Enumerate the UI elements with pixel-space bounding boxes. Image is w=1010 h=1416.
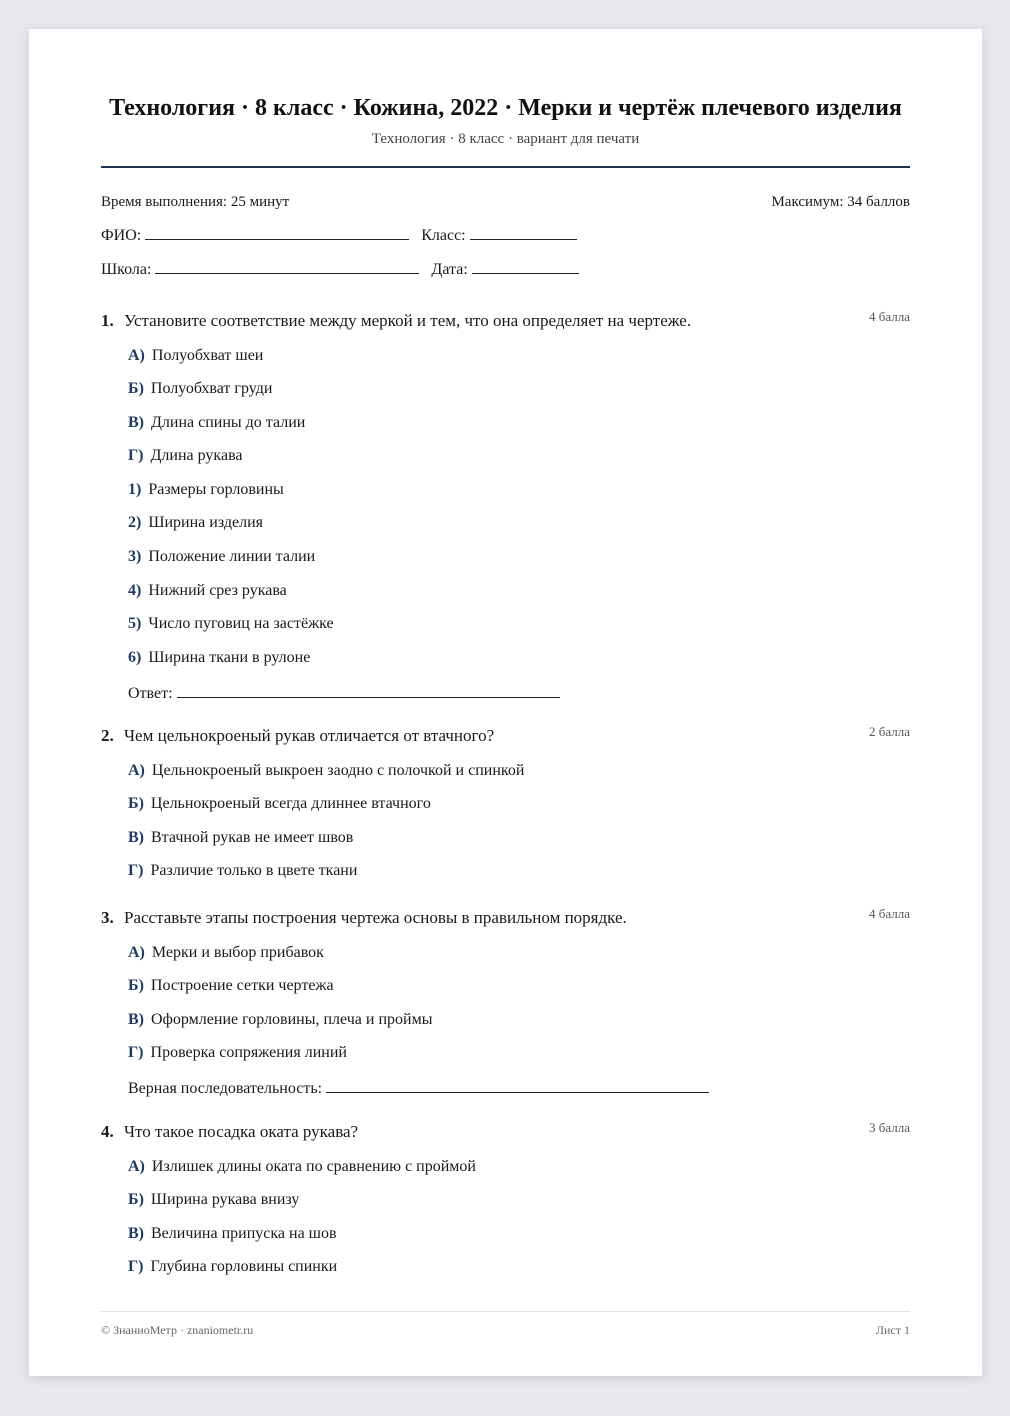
answer-option[interactable] xyxy=(128,548,315,566)
option-label: А) xyxy=(128,944,145,961)
answer-option[interactable] xyxy=(128,481,284,499)
question-points: 2 балла xyxy=(869,724,910,739)
option-text: Полуобхват шеи xyxy=(151,347,264,364)
question-header xyxy=(101,1122,910,1146)
option-text: Положение линии талии xyxy=(148,548,316,565)
question-header xyxy=(101,726,910,750)
footer-copyright: © ЗнаниоМетр · znaniometr.ru xyxy=(101,1323,254,1337)
option-label: Б) xyxy=(128,380,144,397)
option-text: Длина спины до талии xyxy=(151,414,306,431)
option-text: Цельнокроеный всегда длиннее втачного xyxy=(150,795,431,812)
page-title: Технология · 8 класс · Кожина, 2022 · Мерки и чертёж плечевого изделия xyxy=(109,95,902,121)
sequence-answer-row xyxy=(128,1078,709,1098)
answer-option[interactable] xyxy=(128,582,287,600)
answer-option[interactable] xyxy=(128,414,305,432)
option-label: Г) xyxy=(128,447,144,464)
option-label: В) xyxy=(128,829,144,846)
question-text: Расставьте этапы построения чертежа основы в правильном порядке. xyxy=(124,908,627,927)
class-field[interactable] xyxy=(470,225,577,240)
answer-option[interactable] xyxy=(128,1011,432,1029)
option-label: В) xyxy=(128,1225,144,1242)
option-label: 2) xyxy=(128,514,142,531)
school-field[interactable] xyxy=(155,259,419,274)
option-label: 4) xyxy=(128,582,142,599)
option-label: 3) xyxy=(128,548,142,565)
option-text: Построение сетки чертежа xyxy=(150,977,334,994)
page-number: Лист 1 xyxy=(875,1323,910,1337)
option-text: Полуобхват груди xyxy=(150,380,273,397)
option-text: Излишек длины оката по сравнению с проймой xyxy=(151,1158,476,1175)
option-label: 6) xyxy=(128,649,142,666)
question-number: 2. xyxy=(101,726,114,745)
time-limit: Время выполнения: 25 минут xyxy=(101,194,290,210)
answer-option[interactable] xyxy=(128,1258,337,1276)
option-label: В) xyxy=(128,414,144,431)
school-label: Школа: xyxy=(101,261,152,278)
option-label: Г) xyxy=(128,1258,144,1275)
option-text: Число пуговиц на застёжке xyxy=(148,615,334,632)
option-text: Ширина изделия xyxy=(148,514,263,531)
option-text: Величина припуска на шов xyxy=(151,1225,337,1242)
question-number: 4. xyxy=(101,1122,114,1141)
option-label: Г) xyxy=(128,862,144,879)
date-field[interactable] xyxy=(472,259,579,274)
option-text: Ширина ткани в рулоне xyxy=(148,649,311,666)
option-label: Г) xyxy=(128,1044,144,1061)
fio-label: ФИО: xyxy=(101,227,142,244)
worksheet-page xyxy=(29,29,982,1376)
option-text: Мерки и выбор прибавок xyxy=(151,944,324,961)
answer-option[interactable] xyxy=(128,1225,337,1243)
option-text: Различие только в цвете ткани xyxy=(150,862,358,879)
option-text: Длина рукава xyxy=(150,447,243,464)
page-subtitle: Технология · 8 класс · вариант для печати xyxy=(371,131,640,147)
question-points: 4 балла xyxy=(869,906,910,921)
fio-class-row xyxy=(101,225,577,245)
question-number: 3. xyxy=(101,908,114,927)
answer-row xyxy=(128,683,560,703)
option-label: А) xyxy=(128,762,145,779)
option-text: Размеры горловины xyxy=(148,481,284,498)
question-header xyxy=(101,311,910,335)
option-text: Глубина горловины спинки xyxy=(150,1258,338,1275)
question-2 xyxy=(101,724,910,879)
answer-option[interactable] xyxy=(128,862,357,880)
answer-option[interactable] xyxy=(128,1191,299,1209)
question-3 xyxy=(101,906,910,1097)
fio-field[interactable] xyxy=(145,225,409,240)
option-text: Нижний срез рукава xyxy=(148,582,287,599)
option-label: 5) xyxy=(128,615,142,632)
option-text: Оформление горловины, плеча и проймы xyxy=(151,1011,433,1028)
option-label: Б) xyxy=(128,1191,144,1208)
footer-divider xyxy=(101,1311,910,1312)
option-text: Втачной рукав не имеет швов xyxy=(151,829,354,846)
answer-option[interactable] xyxy=(128,829,353,847)
answer-option[interactable] xyxy=(128,380,272,398)
answer-option[interactable] xyxy=(128,514,263,532)
answer-label: Ответ: xyxy=(128,685,173,702)
option-label: А) xyxy=(128,347,145,364)
question-points: 4 балла xyxy=(869,309,910,324)
question-4 xyxy=(101,1120,910,1275)
school-date-row xyxy=(101,259,579,279)
answer-option[interactable] xyxy=(128,944,324,962)
answer-option[interactable] xyxy=(128,1044,347,1062)
question-1 xyxy=(101,309,910,702)
date-label: Дата: xyxy=(431,261,468,278)
option-label: В) xyxy=(128,1011,144,1028)
header-divider xyxy=(101,166,910,168)
answer-option[interactable] xyxy=(128,977,334,995)
answer-label: Верная последовательность: xyxy=(128,1080,323,1097)
option-text: Ширина рукава внизу xyxy=(150,1191,300,1208)
option-text: Цельнокроеный выкроен заодно с полочкой и спинкой xyxy=(151,762,525,779)
answer-option[interactable] xyxy=(128,615,334,633)
answer-field[interactable] xyxy=(177,683,560,698)
answer-option[interactable] xyxy=(128,447,243,465)
question-points: 3 балла xyxy=(869,1120,910,1135)
question-text: Установите соответствие между меркой и тем, что она определяет на чертеже. xyxy=(124,311,692,330)
question-text: Что такое посадка оката рукава? xyxy=(124,1122,359,1141)
answer-option[interactable] xyxy=(128,1158,476,1176)
answer-option[interactable] xyxy=(128,649,310,667)
class-label: Класс: xyxy=(421,227,466,244)
question-text: Чем цельнокроеный рукав отличается от втачного? xyxy=(124,726,495,745)
answer-field[interactable] xyxy=(326,1078,709,1093)
option-text: Проверка сопряжения линий xyxy=(150,1044,347,1061)
answer-option[interactable] xyxy=(128,795,431,813)
max-score: Максимум: 34 баллов xyxy=(771,194,910,210)
answer-option[interactable] xyxy=(128,347,263,365)
option-label: Б) xyxy=(128,795,144,812)
question-number: 1. xyxy=(101,311,114,330)
answer-option[interactable] xyxy=(128,762,524,780)
option-label: А) xyxy=(128,1158,145,1175)
question-header xyxy=(101,908,910,932)
option-label: 1) xyxy=(128,481,142,498)
option-label: Б) xyxy=(128,977,144,994)
